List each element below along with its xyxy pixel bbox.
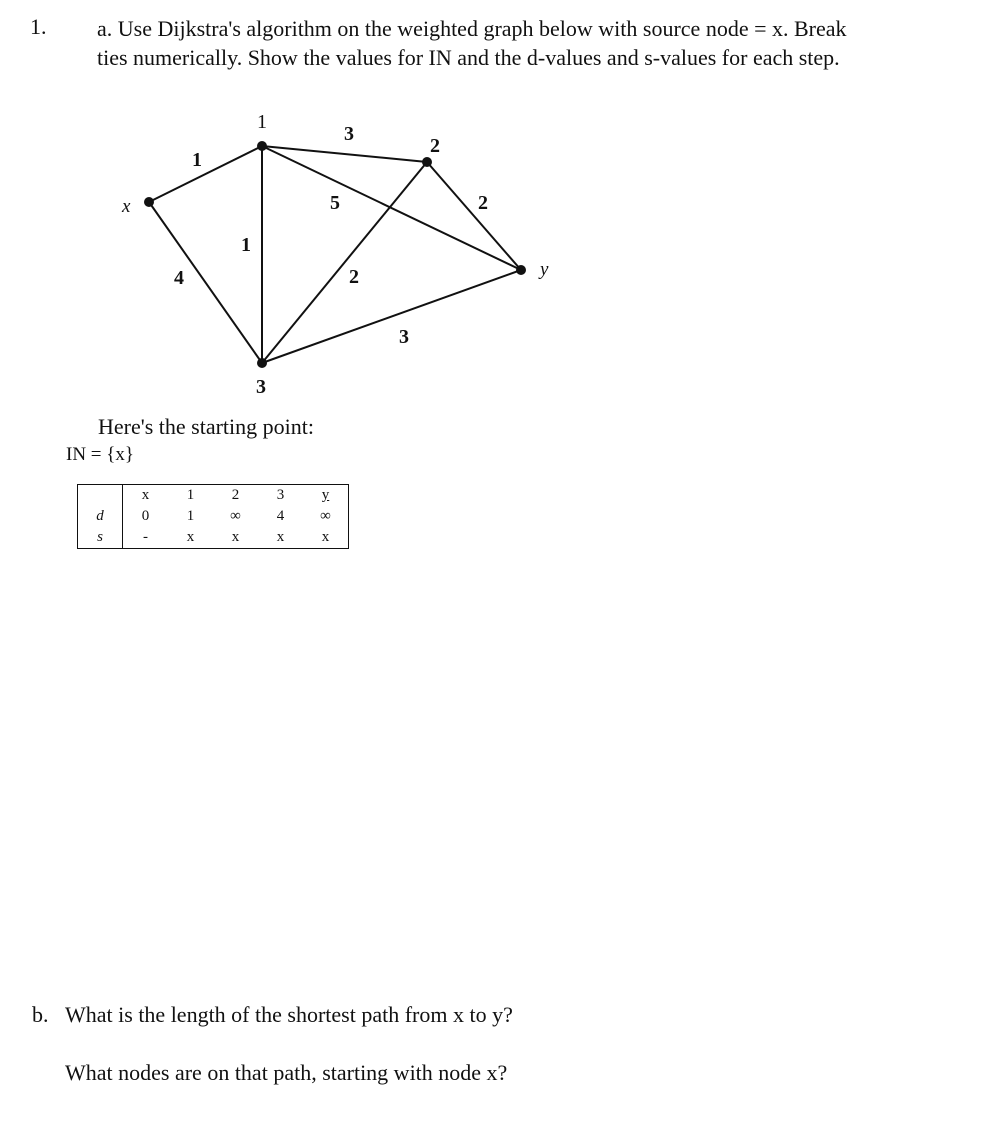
s-value-y: x	[321, 529, 330, 545]
node-x	[144, 197, 154, 207]
header-cell-x: x	[141, 487, 150, 503]
d-value-1: 1	[186, 508, 195, 524]
part-b-question-nodes: What nodes are on that path, starting with node x?	[65, 1060, 508, 1085]
header-cell-1: 1	[186, 487, 195, 503]
table-corner-cell	[78, 485, 123, 507]
d-value-3: 4	[276, 508, 285, 524]
weight-1-2: 3	[344, 123, 354, 145]
edge-x-1	[149, 146, 262, 202]
graph-edges	[149, 146, 521, 363]
weight-3-2: 2	[349, 266, 359, 288]
s-value-x: -	[143, 529, 148, 545]
table-header-row	[78, 485, 349, 507]
dijkstra-table	[77, 484, 349, 549]
table-row-d	[78, 506, 349, 527]
s-value-1: x	[186, 529, 195, 545]
part-b-label: b.	[32, 1002, 49, 1027]
edge-1-2	[262, 146, 427, 162]
node-label-x: x	[122, 196, 131, 217]
s-value-2: x	[231, 529, 240, 545]
weight-1-3: 1	[241, 234, 251, 256]
weight-x-3: 4	[174, 267, 184, 289]
node-label-y: y	[540, 259, 549, 280]
row-label-d: d	[78, 506, 123, 527]
node-label-3: 3	[256, 376, 266, 398]
edge-2-y	[427, 162, 521, 270]
row-label-s: s	[78, 527, 123, 549]
node-label-2: 2	[430, 135, 440, 157]
d-value-x: 0	[141, 508, 150, 524]
weight-1-y: 5	[330, 192, 340, 214]
weight-x-1: 1	[192, 149, 202, 171]
d-value-y: ∞	[320, 508, 331, 524]
in-set: IN = {x}	[66, 444, 135, 465]
node-2	[422, 157, 432, 167]
header-cell-2: 2	[231, 487, 240, 503]
node-3	[257, 358, 267, 368]
question-part-a-line2: ties numerically. Show the values for IN and the d-values and s-values for each step.	[97, 45, 840, 70]
node-y	[516, 265, 526, 275]
weighted-graph	[0, 0, 1000, 420]
d-value-2: ∞	[230, 508, 241, 524]
s-value-3: x	[276, 529, 285, 545]
header-cell-y: y	[321, 487, 330, 503]
weight-3-y: 3	[399, 326, 409, 348]
header-cell-3: 3	[276, 487, 285, 503]
starting-point-heading: Here's the starting point:	[98, 414, 314, 439]
weight-2-y: 2	[478, 192, 488, 214]
question-number: 1.	[30, 14, 47, 39]
table-row-s	[78, 527, 349, 549]
node-1	[257, 141, 267, 151]
question-part-a-line1: a. Use Dijkstra's algorithm on the weighted graph below with source node = x. Break	[97, 16, 847, 41]
part-b-question-length: What is the length of the shortest path from x to y?	[65, 1002, 513, 1027]
edge-x-3	[149, 202, 262, 363]
node-label-1: 1	[257, 111, 267, 133]
